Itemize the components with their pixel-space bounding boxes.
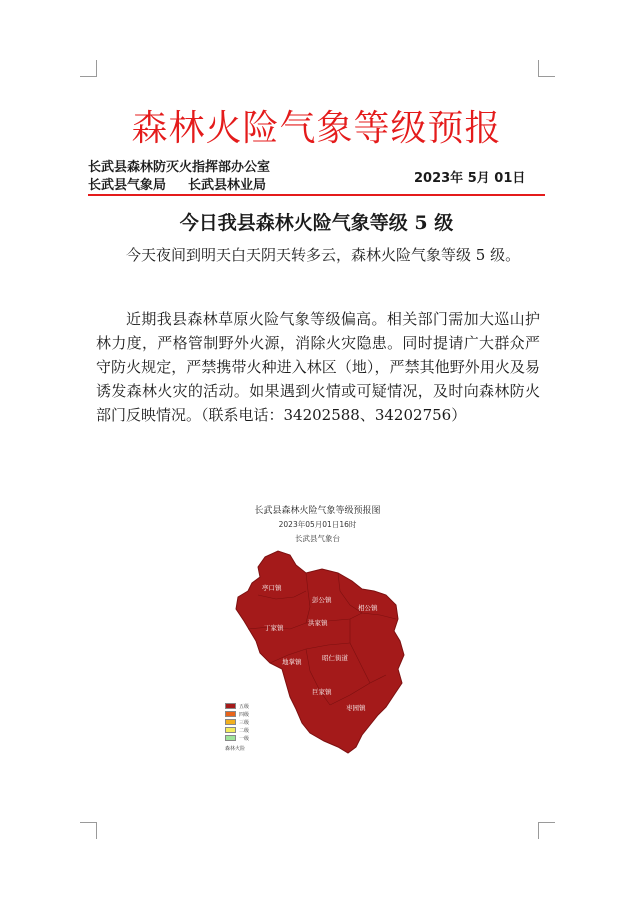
issuer-forestry-bureau: 长武县林业局 [188,178,267,193]
document-title: 森林火险气象等级预报 [131,108,502,149]
issuer-weather-bureau: 长武县气象局 [88,178,167,193]
legend-label: 一级 [239,735,250,742]
map-time: 2023年05月01日16时 [278,520,357,529]
town-label: 地掌镇 [282,658,302,666]
crop-mark-bottom-left [80,822,97,839]
legend-swatch [225,703,236,709]
town-label: 丁家镇 [264,624,284,632]
town-label: 彭公镇 [312,596,332,604]
town-label: 枣园镇 [346,704,366,712]
town-label: 昭仁街道 [322,654,348,662]
headline: 今日我县森林火险气象等级 5 级 [179,212,454,234]
legend-swatch [225,719,236,725]
legend-item [225,734,249,742]
crop-mark-top-right [538,60,555,77]
legend-item [225,718,249,726]
header-divider [88,194,545,196]
town-label: 巨家镇 [312,688,332,696]
legend-label: 四级 [239,711,250,718]
legend-swatch [225,711,236,717]
map-org: 长武县气象台 [295,534,340,543]
county-shape [236,551,404,753]
legend-caption: 森林火险 [225,746,246,752]
paragraph-forecast: 今天夜间到明天白天阴天转多云，森林火险气象等级 5 级。 [126,246,521,264]
issuer-line-1: 长武县森林防灭火指挥部办公室 [88,160,271,175]
issue-date: 2023年 5月 01日 [414,171,526,186]
crop-mark-bottom-right [538,822,555,839]
crop-mark-top-left [80,60,97,77]
legend-item [225,710,249,718]
legend-label: 五级 [239,703,250,710]
issuer-line-2 [88,174,266,193]
fire-risk-map [210,495,425,763]
town-label: 洪家镇 [308,619,328,627]
legend-item [225,702,249,710]
town-label: 相公镇 [358,604,378,612]
map-legend [225,702,249,752]
paragraph-advisory: 近期我县森林草原火险气象等级偏高。相关部门需加大巡山护林力度，严格管制野外火源，消除火灾隐患。同时提请广大群众严守防火规定，严禁携带火种进入林区（地），严禁其他野外用火及易诱发森林火灾的活动。如果遇到火情或可疑情况，及时向森林防火部门反映情况。（联系电话：34202588、34202756） [96,310,540,424]
legend-item [225,726,249,734]
legend-swatch [225,735,236,741]
legend-swatch [225,727,236,733]
map-title: 长武县森林火险气象等级预报图 [254,506,381,516]
town-label: 亭口镇 [262,584,282,592]
legend-label: 二级 [239,727,250,734]
legend-label: 三级 [239,719,250,726]
